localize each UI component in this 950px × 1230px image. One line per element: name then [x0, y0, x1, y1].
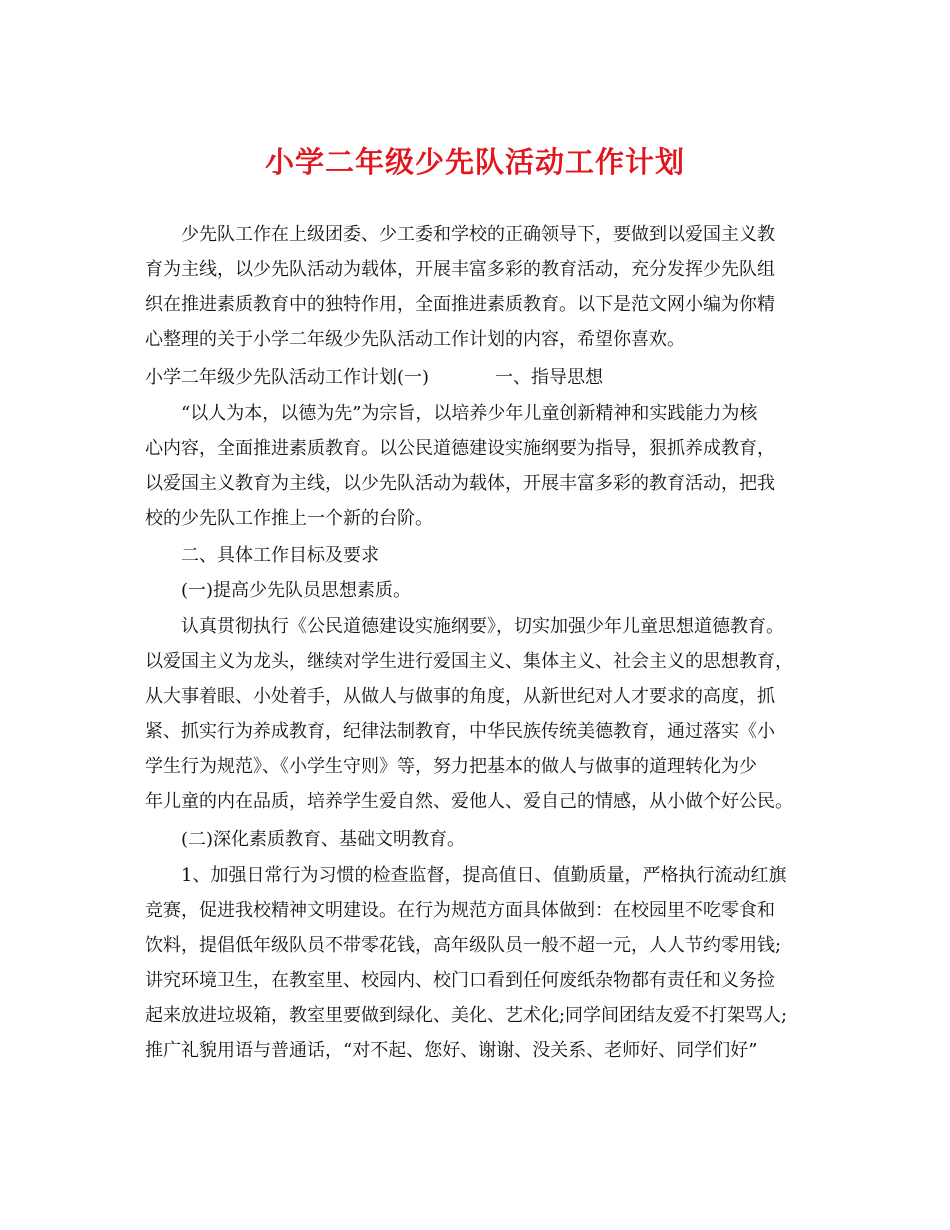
paragraph-line: 育为主线，以少先队活动为载体，开展丰富多彩的教育活动，充分发挥少先队组: [145, 259, 775, 280]
paragraph-line: 紧、抓实行为养成教育，纪律法制教育，中华民族传统美德教育，通过落实《小: [145, 721, 775, 742]
paragraph-line: 饮料，提倡低年级队员不带零花钱，高年级队员一般不超一元，人人节约零用钱;: [145, 935, 782, 956]
subsection-heading: (一)提高少先队员思想素质。: [181, 580, 412, 601]
paragraph-line: 推广礼貌用语与普通话，“对不起、您好、谢谢、没关系、老师好、同学们好”: [145, 1040, 758, 1061]
paragraph-line: 以爱国主义教育为主线，以少先队活动为载体，开展丰富多彩的教育活动，把我: [145, 473, 775, 494]
paragraph-line: 心内容，全面推进素质教育。以公民道德建设实施纲要为指导，狠抓养成教育，: [145, 438, 775, 459]
paragraph-line: 认真贯彻执行《公民道德建设实施纲要》，切实加强少年儿童思想道德教育。: [181, 616, 784, 637]
paragraph-line: 学生行为规范》、《小学生守则》等，努力把基本的做人与做事的道理转化为少: [145, 756, 757, 777]
paragraph-line: 讲究环境卫生，在教室里、校园内、校门口看到任何废纸杂物都有责任和义务捡: [145, 970, 775, 991]
paragraph-line: “以人为本，以德为先”为宗旨，以培养少年儿童创新精神和实践能力为核: [181, 403, 758, 424]
paragraph-line: 起来放进垃圾箱，教室里要做到绿化、美化、艺术化;同学间团结友爱不打架骂人;: [145, 1005, 788, 1026]
paragraph-line: 少先队工作在上级团委、少工委和学校的正确领导下，要做到以爱国主义教: [181, 224, 775, 245]
plan-subtitle: 小学二年级少先队活动工作计划(一): [145, 367, 430, 388]
subsection-heading: (二)深化素质教育、基础文明教育。: [181, 829, 466, 850]
section-heading-line: [145, 366, 603, 390]
section-heading: 一、指导思想: [495, 367, 604, 388]
paragraph-line: 竞赛，促进我校精神文明建设。在行为规范方面具体做到：在校园里不吃零食和: [145, 900, 775, 921]
document-title: 小学二年级少先队活动工作计划: [264, 145, 685, 179]
paragraph-line: 从大事着眼、小处着手，从做人与做事的角度，从新世纪对人才要求的高度，抓: [145, 686, 775, 707]
paragraph-line: 年儿童的内在品质，培养学生爱自然、爱他人、爱自己的情感，从小做个好公民。: [145, 791, 793, 812]
paragraph-line: 校的少先队工作推上一个新的台阶。: [145, 508, 433, 529]
section-heading: 二、具体工作目标及要求: [181, 545, 379, 566]
paragraph-line: 1、加强日常行为习惯的检查监督，提高值日、值勤质量，严格执行流动红旗: [181, 865, 787, 886]
paragraph-line: 以爱国主义为龙头，继续对学生进行爱国主义、集体主义、社会主义的思想教育，: [145, 651, 793, 672]
paragraph-line: 织在推进素质教育中的独特作用，全面推进素质教育。以下是范文网小编为你精: [145, 294, 775, 315]
paragraph-line: 心整理的关于小学二年级少先队活动工作计划的内容，希望你喜欢。: [145, 329, 685, 350]
